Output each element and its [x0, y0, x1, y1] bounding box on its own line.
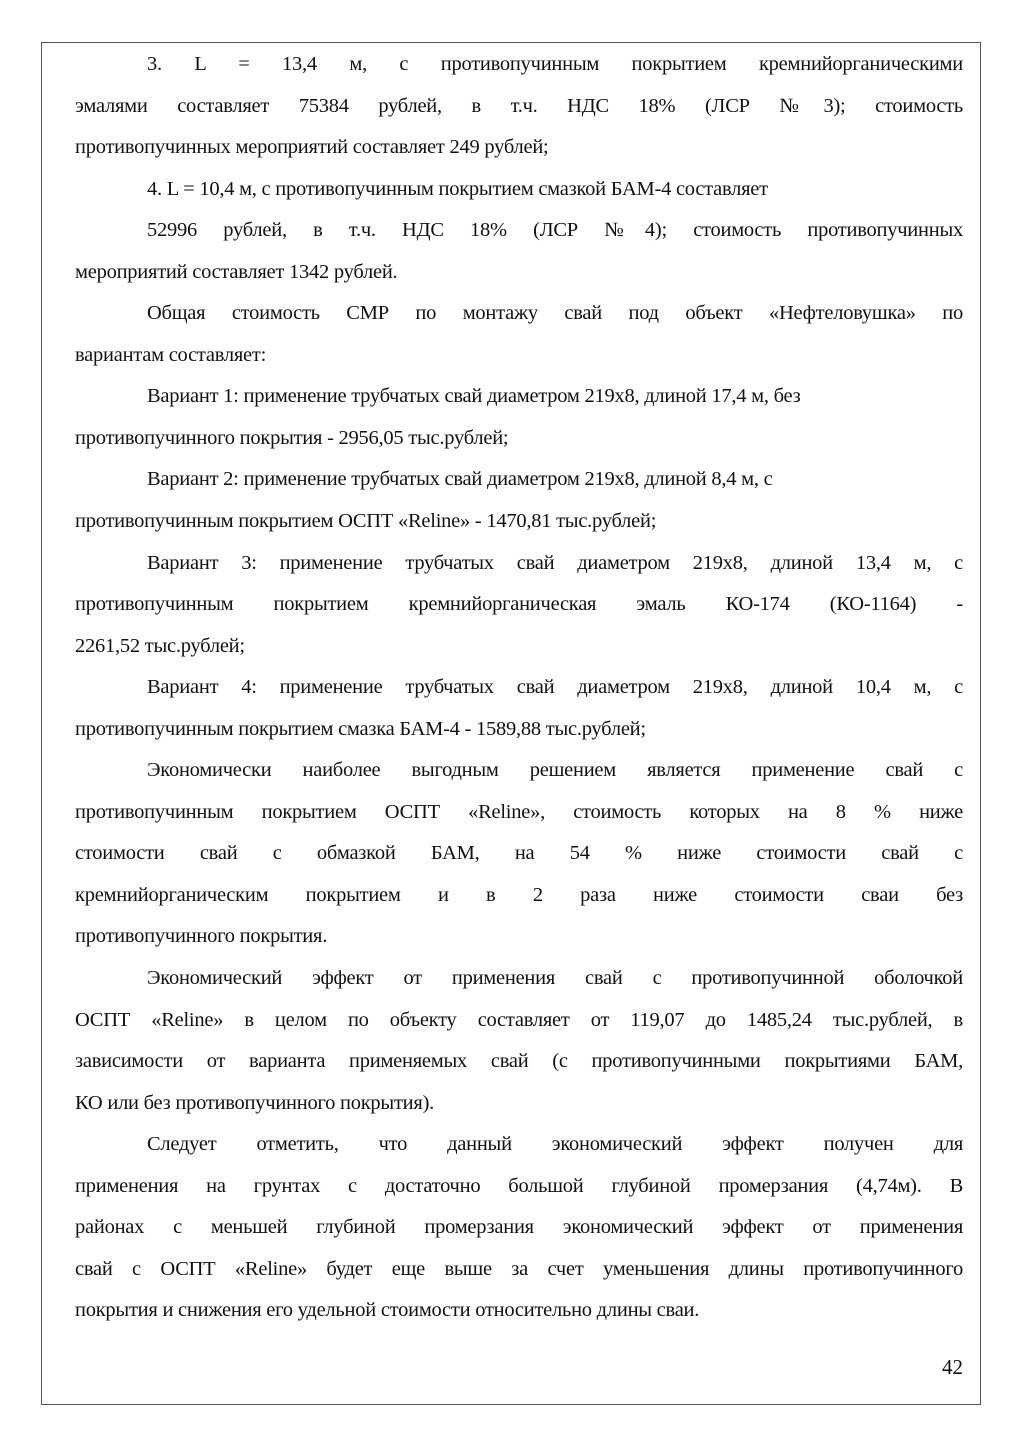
text-line: Вариант 1: применение трубчатых свай диаметром 219х8, длиной 17,4 м, без — [147, 385, 801, 408]
text-line: 52996 рублей, в т.ч. НДС 18% (ЛСР №4); стоимость противопучинных — [147, 219, 963, 242]
text-line: КО или без противопучинного покрытия). — [75, 1091, 435, 1114]
text-line: Вариант 3: применение трубчатых свай диаметром 219х8, длиной 13,4 м, с — [147, 551, 963, 574]
text-line: противопучинным покрытием смазка БАМ-4 - 1589,88 тыс.рублей; — [75, 717, 646, 740]
text-line: противопучинных мероприятий составляет 249 рублей; — [75, 136, 549, 159]
text-line: Следует отметить, что данный экономический эффект получен для — [147, 1133, 963, 1156]
page-number: 42 — [942, 1355, 963, 1379]
text-line: стоимости свай с обмазкой БАМ, на 54 % ниже стоимости свай с — [75, 842, 963, 865]
text-line: мероприятий составляет 1342 рублей. — [75, 260, 398, 283]
text-line: противопучинного покрытия - 2956,05 тыс.рублей; — [75, 426, 509, 449]
text-line: Вариант 4: применение трубчатых свай диаметром 219х8, длиной 10,4 м, с — [147, 676, 963, 699]
text-line: вариантам составляет: — [75, 343, 267, 366]
text-line: покрытия и снижения его удельной стоимости относительно длины сваи. — [75, 1299, 700, 1322]
text-line: Экономически наиболее выгодным решением является применение свай с — [147, 759, 963, 782]
text-line: зависимости от варианта применяемых свай (с противопучинными покрытиями БАМ, — [75, 1050, 963, 1073]
text-line: противопучинным покрытием ОСПТ «Reline» - 1470,81 тыс.рублей; — [75, 510, 657, 533]
text-line: противопучинным покрытием кремнийорганическая эмаль КО-174 (КО-1164) - — [75, 593, 963, 616]
text-line: 3. L = 13,4 м, с противопучинным покрытием кремнийорганическими — [147, 53, 963, 75]
text-line: Вариант 2: применение трубчатых свай диаметром 219х8, длиной 8,4 м, с — [147, 468, 773, 491]
text-line: применения на грунтах с достаточно большой глубиной промерзания (4,74м). В — [75, 1174, 963, 1197]
text-line: противопучинным покрытием ОСПТ «Reline», стоимость которых на 8 % ниже — [75, 800, 963, 823]
document-body — [75, 44, 963, 1332]
text-line: Экономический эффект от применения свай с противопучинной оболочкой — [147, 967, 963, 990]
text-line: районах с меньшей глубиной промерзания экономический эффект от применения — [75, 1216, 963, 1239]
text-line: свай с ОСПТ «Reline» будет еще выше за счет уменьшения длины противопучинного — [75, 1257, 963, 1280]
text-line: 4. L = 10,4 м, с противопучинным покрытием смазкой БАМ-4 составляет — [147, 177, 768, 200]
text-line: эмалями составляет 75384 рублей, в т.ч. НДС 18% (ЛСР №3); стоимость — [75, 94, 963, 117]
text-line: ОСПТ «Reline» в целом по объекту составляет от 119,07 до 1485,24 тыс.рублей, в — [75, 1008, 963, 1031]
text-line: противопучинного покрытия. — [75, 925, 328, 948]
text-line: кремнийорганическим покрытием и в 2 раза ниже стоимости сваи без — [75, 883, 963, 906]
text-line: 2261,52 тыс.рублей; — [75, 634, 245, 657]
text-line: Общая стоимость СМР по монтажу свай под объект «Нефтеловушка» по — [147, 302, 963, 325]
